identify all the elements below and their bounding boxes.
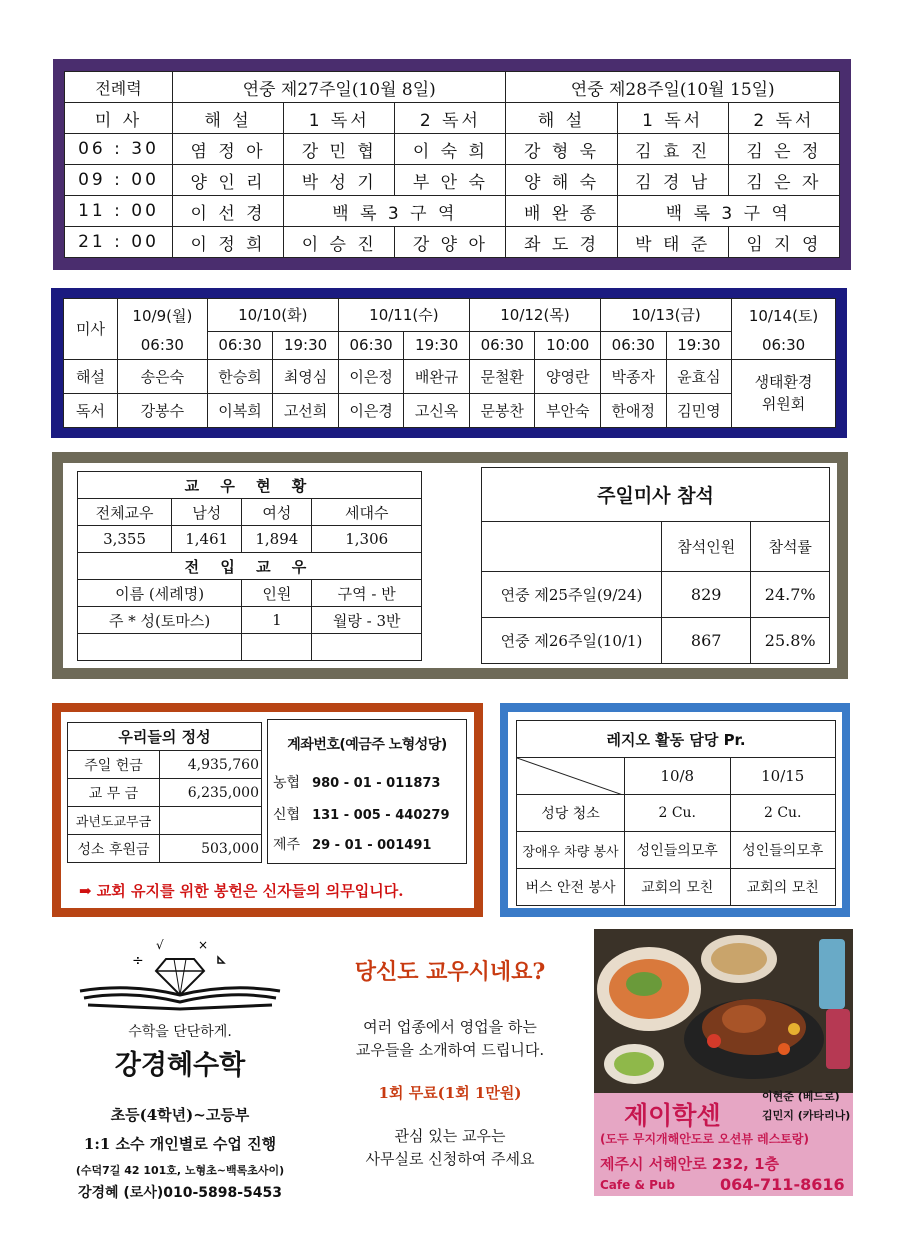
col-header: 해 설 (173, 103, 284, 134)
table-cell: 강 민 협 (284, 134, 395, 165)
math-contact: 강경혜 (로사)010-5898-5453 (77, 1185, 283, 1201)
food-photo (594, 929, 853, 1093)
table-cell: 이은경 (338, 393, 404, 427)
table-cell: 교회의 모친 (730, 869, 836, 906)
table-row (68, 779, 262, 807)
table-cell (242, 634, 312, 661)
time-cell: 06:30 (338, 331, 404, 359)
attendance-table (481, 467, 830, 664)
stats-inner (63, 463, 837, 668)
col-header: 10/15 (730, 758, 836, 795)
mass-time: 06 : 30 (65, 134, 173, 165)
table-cell: 1,461 (172, 526, 242, 553)
table-row (517, 832, 836, 869)
stats-panel (52, 452, 848, 679)
table-cell: 버스 안전 봉사 (517, 869, 625, 906)
svg-text:÷: ÷ (132, 953, 144, 969)
restaurant-address: 제주시 서해안로 232, 1층 (600, 1155, 780, 1173)
table-cell (312, 634, 422, 661)
mass-time: 21 : 00 (65, 227, 173, 258)
time-cell: 06:30 (601, 331, 667, 359)
table-cell: 배완규 (404, 359, 470, 393)
table-cell: 윤효심 (666, 359, 732, 393)
table-cell (78, 634, 242, 661)
date-header: 10/11(수) (338, 299, 469, 332)
table-cell: 배 완 종 (506, 196, 617, 227)
math-academy-name: 강경혜수학 (114, 1050, 246, 1081)
offering-notice: ➡ 교회 유지를 위한 봉헌은 신자들의 의무입니다. (79, 882, 404, 900)
table-cell: 고신옥 (404, 393, 470, 427)
math-address: (수덕7길 42 101호, 노형초~백록초사이) (75, 1164, 285, 1177)
time-cell: 06:30 (118, 331, 208, 359)
table-row (482, 618, 830, 664)
col-header: 인원 (242, 580, 312, 607)
time-cell: 19:30 (273, 331, 339, 359)
table-cell: 장애우 차량 봉사 (517, 832, 625, 869)
promo-price: 1회 무료(1회 1만원) (378, 1084, 522, 1102)
weekday-mass-table (63, 298, 836, 428)
table-row (64, 393, 836, 427)
table-cell: 고선희 (273, 393, 339, 427)
table-cell: 문철환 (469, 359, 535, 393)
table-cell: 김 효 진 (617, 134, 728, 165)
account-row (273, 834, 431, 854)
table-cell: 2 Cu. (730, 795, 836, 832)
math-class-info: 1:1 소수 개인별로 수업 진행 (83, 1135, 277, 1153)
transfer-title: 전 입 교 우 (78, 553, 422, 580)
restaurant-ad (594, 929, 853, 1196)
table-cell: 이 선 경 (173, 196, 284, 227)
table-cell: 교회의 모친 (625, 869, 731, 906)
table-cell: 이 승 진 (284, 227, 395, 258)
business-intro-ad (310, 955, 590, 1175)
table-cell: 염 정 아 (173, 134, 284, 165)
restaurant-phone: 064-711-8616 (720, 1175, 845, 1194)
table-cell: 6,235,000 (160, 779, 262, 807)
time-cell: 06:30 (732, 331, 836, 359)
restaurant-name: 제이학센 (624, 1101, 721, 1130)
table-cell: 이 정 희 (173, 227, 284, 258)
legio-title: 레지오 활동 담당 Pr. (517, 721, 836, 758)
table-cell: 김민영 (666, 393, 732, 427)
account-number: 29 - 01 - 001491 (312, 838, 432, 853)
table-cell: 성인들의모후 (625, 832, 731, 869)
math-grades: 초등(4학년)~고등부 (110, 1106, 250, 1124)
parishioner-table (77, 471, 422, 661)
promo-text2: 교우들을 소개하여 드립니다. (355, 1041, 545, 1059)
bank-accounts (267, 719, 467, 864)
offerings-table (67, 722, 262, 863)
table-cell: 부 안 숙 (395, 165, 506, 196)
math-tagline: 수학을 단단하게. (128, 1024, 232, 1040)
time-cell: 06:30 (207, 331, 273, 359)
commentary-label: 해설 (64, 359, 118, 393)
table-cell: 829 (662, 572, 751, 618)
table-row (68, 807, 262, 835)
table-cell: 김 경 남 (617, 165, 728, 196)
table-cell: 연중 제26주일(10/1) (482, 618, 662, 664)
sunday1-title: 연중 제27주일(10월 8일) (173, 72, 506, 103)
col-header: 전체교우 (78, 499, 172, 526)
table-cell: 4,935,760 (160, 751, 262, 779)
table-row (517, 869, 836, 906)
table-cell: 연중 제25주일(9/24) (482, 572, 662, 618)
table-row (482, 572, 830, 618)
table-cell: 양 인 리 (173, 165, 284, 196)
table-row (65, 196, 840, 227)
col-header: 참석인원 (662, 522, 751, 572)
table-row (65, 165, 840, 196)
table-cell: 한승희 (207, 359, 273, 393)
legio-inner (508, 712, 842, 908)
table-cell: 1,306 (312, 526, 422, 553)
promo-text3: 관심 있는 교우는 (394, 1127, 506, 1145)
table-cell: 1 (242, 607, 312, 634)
table-cell: 송은숙 (118, 359, 208, 393)
table-cell: 3,355 (78, 526, 172, 553)
bank-name: 신협 (273, 807, 301, 823)
table-cell: 양영란 (535, 359, 601, 393)
table-cell (482, 522, 662, 572)
table-cell: 24.7% (751, 572, 830, 618)
sunday-liturgy-table (64, 71, 840, 258)
table-cell: 성인들의모후 (730, 832, 836, 869)
col-header: 남성 (172, 499, 242, 526)
table-cell: 백 록 3 구 역 (284, 196, 506, 227)
bank-name: 농협 (273, 775, 301, 791)
table-cell: 최영심 (273, 359, 339, 393)
col-header: 1 독서 (617, 103, 728, 134)
col-header: 2 독서 (728, 103, 839, 134)
table-cell: 주일 헌금 (68, 751, 160, 779)
table-row (65, 227, 840, 258)
table-cell: 백 록 3 구 역 (617, 196, 839, 227)
owner1: 이현준 (베드로) (762, 1090, 840, 1103)
col-header: 1 독서 (284, 103, 395, 134)
table-row (64, 359, 836, 393)
offerings-panel (52, 703, 483, 917)
legio-panel (500, 703, 850, 917)
table-row (65, 134, 840, 165)
table-cell: 2 Cu. (625, 795, 731, 832)
col-header: 참석률 (751, 522, 830, 572)
account-number: 980 - 01 - 011873 (312, 776, 441, 791)
col-header: 구역 - 반 (312, 580, 422, 607)
account-title: 계좌번호(예금주 노형성당) (287, 737, 447, 753)
table-cell (160, 807, 262, 835)
table-cell: 1,894 (242, 526, 312, 553)
table-cell: 강 형 욱 (506, 134, 617, 165)
table-cell: 25.8% (751, 618, 830, 664)
parishioner-title: 교 우 현 황 (78, 472, 422, 499)
table-cell: 김 은 정 (728, 134, 839, 165)
legio-table (516, 720, 836, 906)
svg-text:×: × (198, 938, 209, 952)
table-cell: 교 무 금 (68, 779, 160, 807)
table-cell: 박 성 기 (284, 165, 395, 196)
time-cell: 19:30 (404, 331, 470, 359)
attendance-title: 주일미사 참석 (482, 468, 830, 522)
restaurant-type: Cafe & Pub (600, 1178, 676, 1192)
table-cell: 한애정 (601, 393, 667, 427)
account-row (273, 772, 440, 792)
table-cell: 좌 도 경 (506, 227, 617, 258)
weekday-mass-panel (51, 288, 847, 438)
date-header: 10/12(목) (469, 299, 600, 332)
time-cell: 06:30 (469, 331, 535, 359)
table-cell: 문봉찬 (469, 393, 535, 427)
table-cell: 양 해 숙 (506, 165, 617, 196)
col-header: 2 독서 (395, 103, 506, 134)
bank-name: 제주 (273, 837, 301, 853)
table-cell: 부안숙 (535, 393, 601, 427)
date-header: 10/10(화) (207, 299, 338, 332)
mass-label: 미사 (64, 299, 118, 360)
table-cell: 867 (662, 618, 751, 664)
account-number: 131 - 005 - 440279 (312, 808, 450, 823)
table-cell: 성당 청소 (517, 795, 625, 832)
promo-title: 당신도 교우시네요? (354, 959, 546, 985)
table-cell: 과년도교무금 (68, 807, 160, 835)
mass-label: 미 사 (65, 103, 173, 134)
time-cell: 10:00 (535, 331, 601, 359)
mass-time: 11 : 00 (65, 196, 173, 227)
saturday-group: 생태환경 위원회 (732, 359, 836, 427)
table-cell: 성소 후원금 (68, 835, 160, 863)
owner2: 김민지 (카타리나) (762, 1109, 851, 1122)
offerings-inner (61, 712, 474, 908)
liturgy-header: 전례력 (65, 72, 173, 103)
book-diamond-icon (70, 935, 290, 1015)
math-academy-ad (60, 935, 300, 1201)
table-row (68, 751, 262, 779)
table-row (517, 795, 836, 832)
sunday2-title: 연중 제28주일(10월 15일) (506, 72, 840, 103)
table-cell: 이 숙 희 (395, 134, 506, 165)
date-header: 10/14(토) (732, 299, 836, 332)
reading-label: 독서 (64, 393, 118, 427)
time-cell: 19:30 (666, 331, 732, 359)
table-cell: 박종자 (601, 359, 667, 393)
promo-text1: 여러 업종에서 영업을 하는 (363, 1018, 537, 1036)
table-cell: 박 태 준 (617, 227, 728, 258)
table-cell: 이은정 (338, 359, 404, 393)
col-header: 여성 (242, 499, 312, 526)
col-header: 해 설 (506, 103, 617, 134)
col-header: 이름 (세례명) (78, 580, 242, 607)
table-cell: 503,000 (160, 835, 262, 863)
table-cell: 월랑 - 3반 (312, 607, 422, 634)
table-cell: 강 양 아 (395, 227, 506, 258)
restaurant-desc: (도두 무지개해안도로 오션뷰 레스토랑) (600, 1132, 809, 1146)
table-row (68, 835, 262, 863)
col-header: 세대수 (312, 499, 422, 526)
account-row (273, 804, 450, 824)
svg-text:√: √ (156, 938, 164, 952)
table-cell: 강봉수 (118, 393, 208, 427)
table-cell: 임 지 영 (728, 227, 839, 258)
sunday-liturgy-panel (53, 59, 851, 270)
diagonal-line (517, 758, 623, 795)
mass-time: 09 : 00 (65, 165, 173, 196)
table-cell: 이복희 (207, 393, 273, 427)
offerings-title: 우리들의 정성 (68, 723, 262, 751)
col-header: 10/8 (625, 758, 731, 795)
date-header: 10/9(월) (118, 299, 208, 332)
diagonal-cell (517, 758, 625, 795)
date-header: 10/13(금) (601, 299, 732, 332)
promo-text4: 사무실로 신청하여 주세요 (365, 1150, 535, 1168)
table-cell: 주 * 성(토마스) (78, 607, 242, 634)
table-cell: 김 은 자 (728, 165, 839, 196)
